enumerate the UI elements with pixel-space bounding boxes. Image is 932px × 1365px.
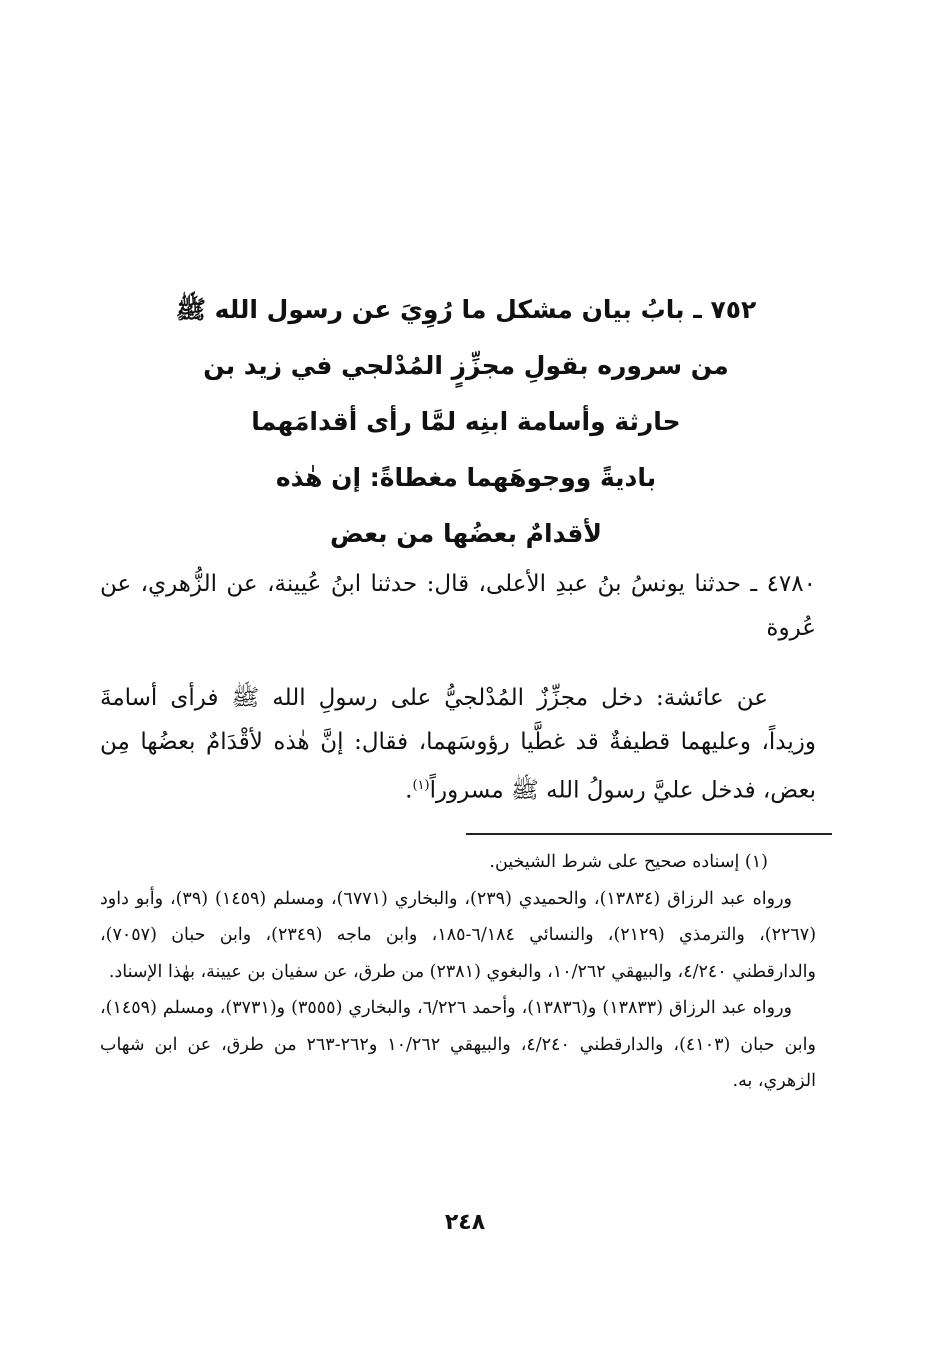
chapter-heading <box>130 282 802 562</box>
hadith-end-mark: . <box>405 777 413 804</box>
hadith-matn <box>100 676 816 813</box>
heading-line: باديةً ووجوهَهما مغطاةً: إن هٰذه <box>275 463 657 492</box>
page-number: ٢٤٨ <box>444 1210 486 1235</box>
footnote-divider <box>466 833 832 835</box>
hadith-chain-text: ٤٧٨٠ ـ حدثنا يونسُ بنُ عبدِ الأعلى، قال: حدثنا ابنُ عُيينة، عن الزُّهري، عن عُروة <box>100 571 816 641</box>
heading-line: حارثة وأسامة ابنِه لمَّا رأى أقدامَهما <box>251 407 681 436</box>
footnote-item: ورواه عبد الرزاق (١٣٨٣٤)، والحميدي (٢٣٩)، والبخاري (٦٧٧١)، ومسلم (١٤٥٩) (٣٩)، وأبو داود (٢٢٦٧)، والترمذي (٢١٢٩)، والنسائي ٦/١٨٤-١٨٥، وابن ماجه (٢٣٤٩)، وابن حبان (٧٠٥٧)، والدارقطني ٤/٢٤٠، والبيهقي ١٠/٢٦٢، والبغوي (٢٣٨١) من طرق، عن سفيان بن عيينة، بهٰذا الإسناد. <box>100 888 817 982</box>
heading-line: لأقدامٌ بعضُها من بعض <box>329 519 603 548</box>
footnotes-section <box>100 844 816 1100</box>
heading-line: من سروره بقولِ مجزِّزٍ المُدْلجي في زيد بن <box>203 351 729 380</box>
footnote-reference: (١) <box>412 778 430 793</box>
hadith-body-text: عن عائشة: دخل مجزِّزٌ المُدْلجيُّ على رسولِ الله ﷺ فرأى أسامةَ وزيداً، وعليهما قطيفةٌ قد غطَّيا رؤوسَهما، فقال: إنَّ هٰذه لأقْدَامٌ بعضُها مِن بعض، فدخل عليَّ رسولُ الله ﷺ مسروراً <box>100 685 816 804</box>
heading-line: ٧٥٢ ـ بابُ بيان مشكل ما رُوِيَ عن رسول الله ﷺ <box>175 295 757 324</box>
hadith-isnad <box>100 562 816 650</box>
footnote-item: (١) إسناده صحيح على شرط الشيخين. <box>489 852 768 872</box>
footnote-item: ورواه عبد الرزاق (١٣٨٣٣) و(١٣٨٣٦)، وأحمد ٦/٢٢٦، والبخاري (٣٥٥٥) و(٣٧٣١)، ومسلم (١٤٥٩)، وابن حبان (٤١٠٣)، والدارقطني ٤/٢٤٠، والبيهقي ١٠/٢٦٢ و٢٦٢-٢٦٣ من طرق، عن ابن شهاب الزهري، به. <box>100 998 816 1091</box>
